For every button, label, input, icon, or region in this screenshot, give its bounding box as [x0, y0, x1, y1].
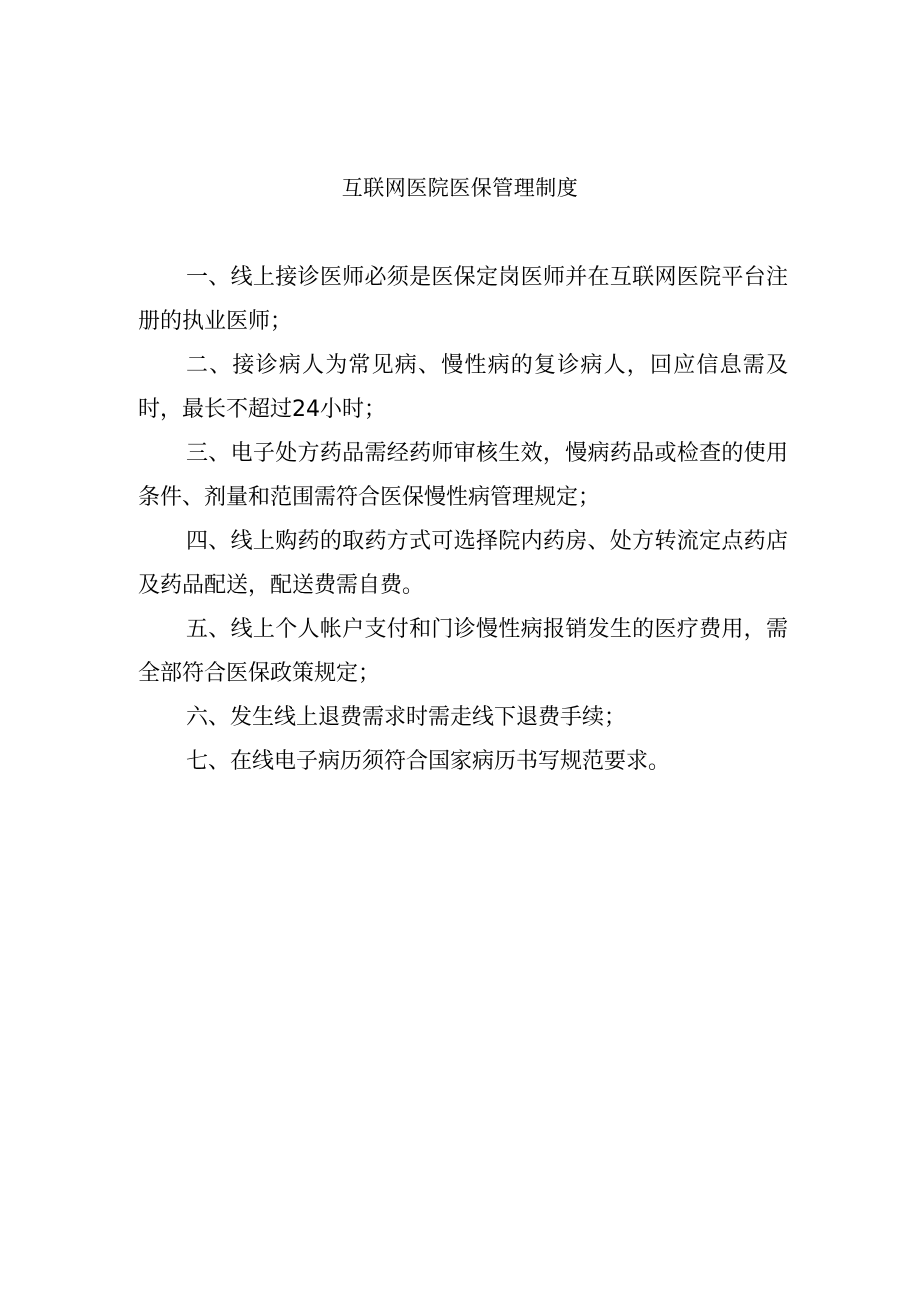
clause-3: 三、电子处方药品需经药师审核生效，慢病药品或检查的使用条件、剂量和范围需符合医保慢性病管理规定； [138, 441, 788, 510]
clause-4: 四、线上购药的取药方式可选择院内药房、处方转流定点药店及药品配送，配送费需自费。 [138, 529, 788, 598]
clause-1: 一、线上接诊医师必须是医保定岗医师并在互联网医院平台注册的执业医师； [138, 265, 788, 334]
document-title: 互联网医院医保管理制度 [341, 176, 579, 200]
clause-5: 五、线上个人帐户支付和门诊慢性病报销发生的医疗费用，需全部符合医保政策规定； [138, 617, 788, 686]
clause-7: 七、在线电子病历须符合国家病历书写规范要求。 [186, 749, 671, 774]
document-body [138, 256, 788, 784]
clause-6: 六、发生线上退费需求时需走线下退费手续； [186, 705, 627, 730]
clause-2: 二、接诊病人为常见病、慢性病的复诊病人，回应信息需及时，最长不超过24小时； [138, 353, 788, 422]
